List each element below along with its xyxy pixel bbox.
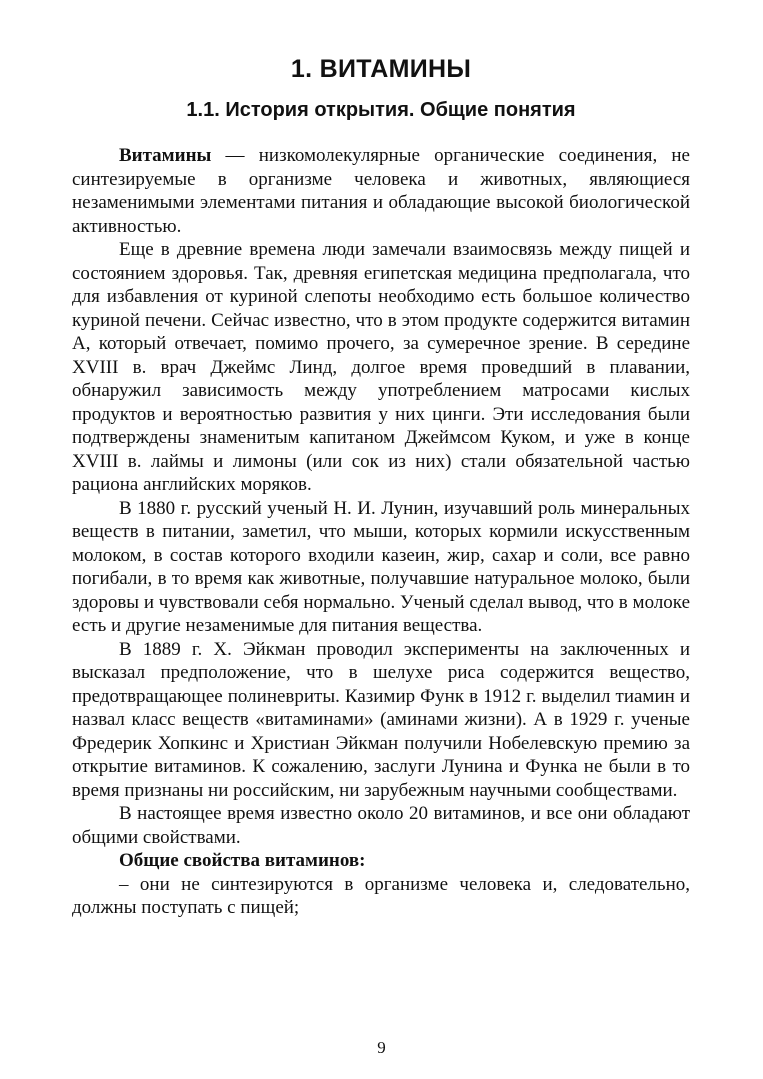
definition-text: — низкомолекулярные органические соединения, не синтезируемые в организме человека и животных, являющиеся незаменимыми элементами питания и обладающие высокой биологической активностью. [72, 145, 690, 237]
section-title [72, 96, 690, 124]
paragraph-lunin: В 1880 г. русский ученый Н. И. Лунин, изучавший роль минеральных веществ в питании, заметил, что мыши, которых кормили искусственным молоком, в состав которого входили казеин, жир, сахар и соли, все равно погибали, в то время как животные, получавшие натуральное молоко, были здоровы и чувствовали себя нормально. Ученый сделал вывод, что в молоке есть и другие незаменимые для питания вещества. [72, 497, 690, 636]
page-number: 9 [377, 1038, 386, 1057]
section-number: 1.1. [186, 99, 220, 121]
paragraph-ancient-history: Еще в древние времена люди замечали взаимосвязь между пищей и состоянием здоровья. Так, древняя египетская медицина предполагала, что для избавления от куриной слепоты необходимо есть большое количество куриной печени. Сейчас известно, что в этом продукте содержится витамин А, который отвечает, помимо прочего, за сумеречное зрение. В середине XVIII в. врач Джеймс Линд, долгое время проведший в плавании, обнаружил зависимость между употреблением матросами кислых продуктов и вероятностью развития у них цинги. Эти исследования были подтверждены знаменитым капитаном Джеймсом Куком, и уже в конце XVIII в. лаймы и лимоны (или сок из них) стали обязательной частью рациона английских моряков. [72, 239, 690, 495]
list-item: – они не синтезируются в организме человека и, следовательно, должны поступать с пищей; [72, 873, 690, 918]
term-vitamins: Витамины [119, 145, 212, 166]
chapter-title [72, 52, 690, 86]
list-heading: Общие свойства витаминов: [119, 850, 366, 871]
body-text [72, 144, 690, 920]
paragraph-present-day: В настоящее время известно около 20 витаминов, и все они обладают общими свойствами. [72, 803, 690, 848]
chapter-number: 1. [290, 55, 313, 83]
paragraph-eijkman-funk: В 1889 г. Х. Эйкман проводил эксперименты на заключенных и высказал предположение, что в шелухе риса содержится вещество, предотвращающее полиневриты. Казимир Функ в 1912 г. выделил тиамин и назвал класс веществ «витаминами» (аминами жизни). А в 1929 г. ученые Фредерик Хопкинс и Христиан Эйкман получили Нобелевскую премию за открытие витаминов. К сожалению, заслуги Лунина и Функа не были в то время признаны ни российским, ни зарубежным научными сообществами. [72, 638, 690, 801]
chapter-name: ВИТАМИНЫ [319, 55, 472, 83]
section-name: История открытия. Общие понятия [225, 99, 576, 121]
paragraph-definition [72, 144, 690, 238]
page-content [72, 52, 690, 920]
